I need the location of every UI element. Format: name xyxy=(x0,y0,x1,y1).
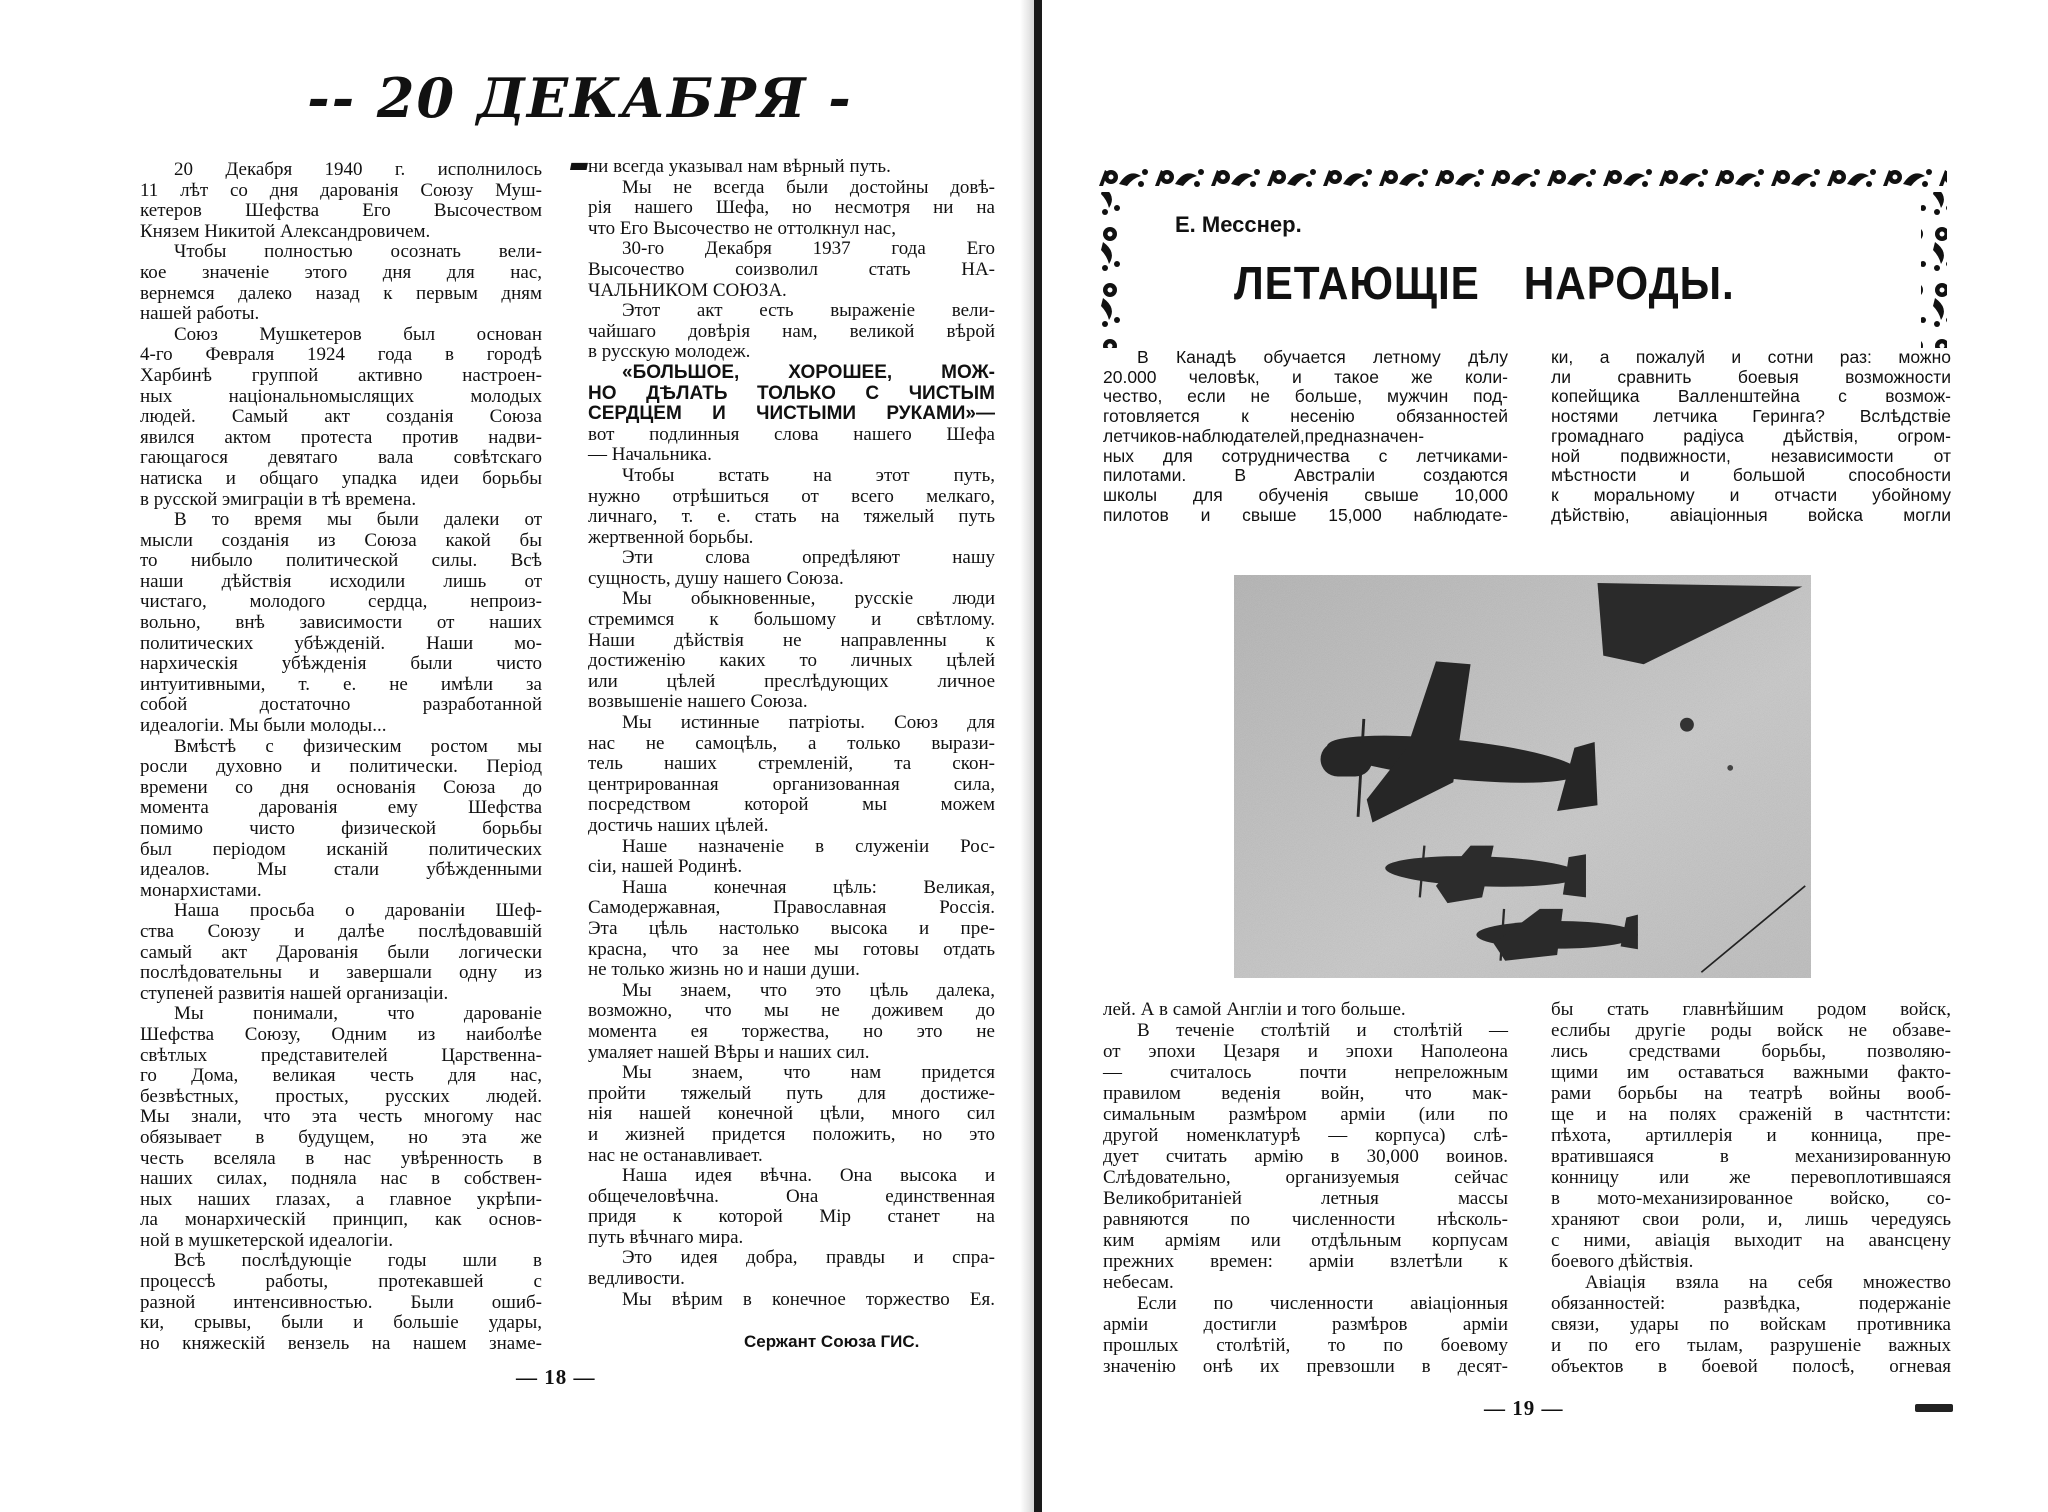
paragraph xyxy=(588,981,995,1063)
text-line: нія нашей конечной цѣли, много сил xyxy=(588,1103,995,1125)
text-line: пѣхота, артиллерія и конница, пре- xyxy=(1551,1125,1951,1146)
text-line: натиска и общаго упадка идеи борьбы xyxy=(140,467,542,489)
text-line: Великобританіей летныя массы xyxy=(1103,1188,1508,1209)
text-line: чайшаго довѣрія нам, великой вѣрой xyxy=(588,320,995,342)
text-line: Чтобы встать на этот путь, xyxy=(622,464,995,486)
paragraph xyxy=(1551,999,1951,1272)
text-line: ЧАЛЬНИКОМ СОЮЗА. xyxy=(588,279,787,301)
text-line: жертвенной борьбы. xyxy=(588,526,754,548)
text-line: значенію онѣ их превзошли в десят- xyxy=(1103,1356,1508,1377)
paragraph xyxy=(588,239,995,301)
page-number-left: — 18 — xyxy=(516,1365,596,1389)
text-line: Мы знаем, что нам придется xyxy=(622,1062,995,1084)
text-line: арміи достигли размѣров арміи xyxy=(1103,1314,1508,1335)
text-line: небесам. xyxy=(1103,1272,1174,1293)
text-line: обязанностей: развѣдка, подержаніе xyxy=(1551,1293,1951,1314)
text-line: 30-го Декабря 1937 года Его xyxy=(622,238,995,260)
text-line: наши дѣйствія исходили лишь от xyxy=(140,570,542,592)
paragraph xyxy=(588,363,995,466)
paragraph xyxy=(140,325,542,510)
text-line: момента ея торжества, но это не xyxy=(588,1020,995,1042)
text-line: посредством которой мы можем xyxy=(588,794,995,816)
text-line: ной подвижности, независимости от xyxy=(1551,445,1951,466)
paragraph xyxy=(588,1166,995,1248)
left-page-title: -- 20 ДЕКАБРЯ -- xyxy=(307,66,853,194)
text-line: Мы знаем, что это цѣль далека, xyxy=(622,979,995,1001)
text-line: общечеловѣчна. Она единственная xyxy=(588,1185,995,1207)
text-line: но княжескій вензель на нашем знаме- xyxy=(140,1332,542,1354)
text-line: НО ДѢЛАТЬ ТОЛЬКО С ЧИСТЫМ xyxy=(588,382,995,404)
paragraph xyxy=(140,510,542,737)
text-line: Мы не всегда были достойны довѣ- xyxy=(622,176,995,198)
text-line: конницу или же перевоплотившаяся xyxy=(1551,1167,1951,1188)
text-line: ведливости. xyxy=(588,1268,685,1290)
text-line: Вмѣстѣ с физическим ростом мы xyxy=(174,735,542,757)
text-line: Наша идея вѣчна. Она высока и xyxy=(622,1165,995,1187)
text-line: помимо чисто физической борьбы xyxy=(140,818,542,839)
text-line: ки, а пожалуй и сотни раз: можно xyxy=(1551,347,1951,367)
text-line: был періодом исканій политических xyxy=(140,838,542,860)
right-article-title: ЛЕТАЮЩІЕ НАРОДЫ. xyxy=(1234,257,1735,309)
text-line: разной интенсивностью. Были ошиб- xyxy=(140,1291,542,1313)
text-line: мысли созданія из Союза какой бы xyxy=(140,529,542,551)
text-line: и жизней придется положить, но это xyxy=(588,1123,995,1145)
text-line: вот подлинныя слова нашего Шефа xyxy=(588,423,995,445)
text-line: личнаго, т. е. стать на тяжелый путь xyxy=(588,506,995,528)
text-line: достичь наших цѣлей. xyxy=(588,815,769,836)
text-line: обязывает в будущем, но эта же xyxy=(140,1126,542,1148)
text-line: процессѣ работы, протекавшей с xyxy=(140,1271,542,1293)
text-line: не только жизнь но и наши души. xyxy=(588,959,860,981)
text-line: вольно, внѣ зависимости от наших xyxy=(140,612,542,634)
text-line: ще и на полях сраженій в частнтсти: xyxy=(1551,1104,1951,1125)
text-line: путь вѣчнаго мира. xyxy=(588,1226,744,1248)
text-line: Самодержавная, Православная Россія. xyxy=(588,897,995,919)
text-line: нас не останавливает. xyxy=(588,1144,763,1166)
text-line: Мы истинные патріоты. Союз для xyxy=(622,712,995,734)
text-line: с ними, авіація выходит на авансцену xyxy=(1551,1230,1951,1251)
text-line: сущность, душу нашего Союза. xyxy=(588,567,844,589)
text-line: людей. Самый акт созданія Союза xyxy=(140,406,542,428)
text-line: ной в мушкетерской идеалогіи. xyxy=(140,1229,394,1251)
paragraph xyxy=(588,157,995,178)
text-line: рами борьбы на театрѣ войны вооб- xyxy=(1551,1083,1951,1104)
text-line: дѣйствію, авіаціонныя войска могли xyxy=(1551,504,1951,525)
text-line: ла монархическій принцип, как основ- xyxy=(140,1209,542,1231)
text-line: стремимся к большому и свѣтлому. xyxy=(588,609,995,631)
text-line: времени со дня основанія Союза до xyxy=(140,776,542,798)
text-line: мѣстности и большой способности xyxy=(1551,465,1951,486)
paragraph xyxy=(588,178,995,240)
text-line: Эти слова опредѣляют нашу xyxy=(622,547,995,569)
paragraph xyxy=(140,737,542,902)
text-line: собой достаточно разработанной xyxy=(140,694,542,716)
text-line: вратившаяся в механизированную xyxy=(1551,1146,1951,1167)
text-line: сіи, нашей Родинѣ. xyxy=(588,856,743,878)
text-line: идеалогіи. Мы были молоды... xyxy=(140,715,387,737)
paragraph xyxy=(140,1251,542,1354)
text-line: центрированная организованная сила, xyxy=(588,773,995,795)
text-line: умаляет нашей Вѣры и наших сил. xyxy=(588,1041,870,1063)
text-line: правилом веденія войн, что мак- xyxy=(1103,1083,1508,1104)
text-line: и по его тылам, разрушеніе важных xyxy=(1551,1335,1951,1356)
text-line: Наши дѣйствія не направленны к xyxy=(588,629,995,651)
text-line: Мы вѣрим в конечное торжество Ея. xyxy=(622,1288,995,1310)
text-line: Авіація взяла на себя множество xyxy=(1585,1272,1951,1293)
right-article-top-column-1 xyxy=(1103,348,1508,525)
text-line: ки, срывы, были и большіе удары, xyxy=(140,1312,542,1334)
paragraph xyxy=(1551,1272,1951,1377)
text-line: В теченіе столѣтій и столѣтій — xyxy=(1137,1020,1508,1041)
text-line: Наша конечная цѣль: Великая, xyxy=(622,876,995,898)
paragraph xyxy=(588,878,995,981)
text-line: боевого дѣйствія. xyxy=(1551,1251,1694,1272)
text-line: Шефства Союзу, Одним из наиболѣе xyxy=(140,1023,542,1045)
text-line: кетеров Шефства Его Высочеством xyxy=(140,200,542,222)
text-line: вернемся далеко назад к первым дням xyxy=(140,282,542,304)
text-line: Наша просьба о дарованіи Шеф- xyxy=(174,900,542,922)
text-line: ства Союзу и далѣе послѣдовавшій xyxy=(140,920,542,942)
text-line: симальным размѣром арміи (или по xyxy=(1103,1104,1508,1125)
left-article-column-2 xyxy=(588,157,995,1310)
paragraph xyxy=(588,837,995,878)
page-gutter-shadow xyxy=(1020,0,1034,1512)
text-line: Высочество соизволил стать НА- xyxy=(588,258,995,280)
text-line: возможно, что мы не доживем до xyxy=(588,1000,995,1022)
text-line: щими им оставаться важными факто- xyxy=(1551,1062,1951,1083)
text-line: тель наших стремленій, та скон- xyxy=(588,753,995,775)
text-line: другой номенклатурѣ — корпуса) слѣ- xyxy=(1103,1125,1508,1146)
ink-smudge-mark xyxy=(1915,1404,1953,1412)
text-line: объектов в боевой полосѣ, огневая xyxy=(1551,1356,1951,1377)
text-line: Мы обыкновенные, русскіе люди xyxy=(622,588,995,610)
text-line: Эта цѣль настолько высока и пре- xyxy=(588,917,995,939)
text-line: Мы знали, что эта честь многому нас xyxy=(140,1106,542,1128)
text-line: ступеней развитія нашей организаціи. xyxy=(140,982,449,1004)
text-line: Мы понимали, что дарованіе xyxy=(174,1003,542,1025)
text-line: честь вселяла в нас увѣренность в xyxy=(140,1147,542,1169)
paragraph xyxy=(140,901,542,1004)
text-line: Князем Никитой Александровичем. xyxy=(140,220,431,242)
text-line: возвышеніе нашего Союза. xyxy=(588,691,808,713)
text-line: громаднаго радіуса дѣйствія, огром- xyxy=(1551,425,1951,446)
paragraph xyxy=(140,242,542,324)
text-line: безвѣстных, простых, русских людей. xyxy=(140,1085,542,1107)
text-line: придя к которой Мір станет на xyxy=(588,1206,995,1228)
text-line: Всѣ послѣдующіе годы шли в xyxy=(174,1250,542,1272)
article-author: Е. Месснер. xyxy=(1175,212,1302,237)
text-line: нархическія убѣжденія были чисто xyxy=(140,653,542,675)
text-line: В то время мы были далеки от xyxy=(174,509,542,531)
text-line: 4-го Февраля 1924 года в городѣ xyxy=(140,344,542,366)
text-line: ли сравнить боевыя возможности xyxy=(1551,366,1951,387)
text-line: красна, что за нее мы готовы отдать xyxy=(588,938,995,960)
paragraph xyxy=(588,589,995,713)
text-line: интуитивными, т. е. не имѣли за xyxy=(140,673,542,695)
text-line: чество, если не больше, мужчин под- xyxy=(1103,386,1508,407)
text-line: 11 лѣт со дня дарованія Союзу Муш- xyxy=(140,179,542,201)
text-line: 20.000 человѣк, и такое же коли- xyxy=(1103,366,1508,387)
right-article-top-column-2 xyxy=(1551,348,1951,525)
text-line: нашей работы. xyxy=(140,303,260,325)
paragraph xyxy=(140,1004,542,1251)
text-line: храняют свои роли, и, лишь чередуясь xyxy=(1551,1209,1951,1230)
text-line: в мото-механизированное войско, со- xyxy=(1551,1188,1951,1209)
text-line: ностями летчика Геринга? Вслѣдствіе xyxy=(1551,406,1951,427)
text-line: лей. А в самой Англіи и того больше. xyxy=(1103,999,1406,1020)
paragraph xyxy=(1103,1020,1508,1293)
text-line: в русскую молодеж. xyxy=(588,341,751,363)
text-line: явился актом протеста против надви- xyxy=(140,426,542,448)
text-line: Это идея добра, правды и спра- xyxy=(622,1247,995,1269)
text-line: готовляется к несенію обязанностей xyxy=(1103,406,1508,427)
right-article-bottom-column-2 xyxy=(1551,999,1951,1377)
article-signature: Сержант Союза ГИС. xyxy=(744,1332,920,1351)
text-line: 20 Декабря 1940 г. исполнилось xyxy=(174,159,542,180)
paragraph xyxy=(1103,348,1508,525)
text-line: нас не самоцѣль, а только вырази- xyxy=(588,732,995,754)
text-line: ных національномыслящих молодых xyxy=(140,385,542,407)
text-line: к моральному и отчасти убойному xyxy=(1551,484,1951,505)
paragraph xyxy=(1551,348,1951,525)
text-line: послѣдовательны и завершали одну из xyxy=(140,962,542,984)
book-spine xyxy=(1034,0,1042,1512)
text-line: В Канадѣ обучается летному дѣлу xyxy=(1137,347,1508,367)
text-line: Харбинѣ группой активно настроен- xyxy=(140,364,542,386)
text-line: гающагося девятаго вала совѣтскаго xyxy=(140,447,542,469)
left-article-column-1 xyxy=(140,160,542,1354)
text-line: лись средствами борьбы, позволяю- xyxy=(1551,1041,1951,1062)
paragraph xyxy=(588,301,995,363)
text-line: пилотов и свыше 15,000 наблюдате- xyxy=(1103,504,1508,525)
text-line: — Начальника. xyxy=(588,444,712,466)
text-line: политических убѣжденій. Наши мо- xyxy=(140,632,542,654)
text-line: прежних времен: арміи взлетѣли к xyxy=(1103,1251,1508,1272)
text-line: Этот акт есть выраженіе вели- xyxy=(622,300,995,322)
text-line: связи, удары по войскам противника xyxy=(1551,1314,1951,1335)
text-line: самый акт Дарованія были логически xyxy=(140,941,542,963)
text-line: пройти тяжелый путь для достиже- xyxy=(588,1082,995,1104)
text-line: достиженію каких то личных цѣлей xyxy=(588,650,995,672)
paragraph xyxy=(588,1063,995,1166)
paragraph xyxy=(588,1248,995,1289)
text-line: го Дома, великая честь для нас, xyxy=(140,1065,542,1087)
text-line: копейщика Валленштейна с возмож- xyxy=(1551,386,1951,407)
text-line: росли духовно и политически. Період xyxy=(140,756,542,778)
text-line: ных наших глазах, а главное укрѣпи- xyxy=(140,1188,542,1210)
paragraph xyxy=(588,466,995,548)
paragraph xyxy=(588,548,995,589)
text-line: нужно отрѣшиться от всего мелкаго, xyxy=(588,485,995,507)
text-line: Если по численности авіаціонныя xyxy=(1137,1293,1508,1314)
text-line: бы стать главнѣйшим родом войск, xyxy=(1551,999,1951,1020)
text-line: то нибыло политической силы. Всѣ xyxy=(140,550,542,572)
text-line: рія нашего Шефа, но несмотря ни на xyxy=(588,197,995,219)
text-line: Союз Мушкетеров был основан xyxy=(174,323,542,345)
paragraph xyxy=(588,1290,995,1311)
paragraph xyxy=(1103,999,1508,1020)
text-line: Чтобы полностью осознать вели- xyxy=(174,241,542,263)
text-line: СЕРДЦЕМ И ЧИСТЫМИ РУКАМИ»— xyxy=(588,403,995,425)
text-line: Слѣдовательно, организуемыя сейчас xyxy=(1103,1167,1508,1188)
text-line: монархистами. xyxy=(140,879,262,901)
text-line: что Его Высочество не оттолкнул нас, xyxy=(588,217,896,239)
text-line: еслибы другіе роды войск не обзаве- xyxy=(1551,1020,1951,1041)
text-line: прошлых столѣтій, то по боевому xyxy=(1103,1335,1508,1356)
text-line: свѣтлых представителей Царственна- xyxy=(140,1044,542,1066)
text-line: «БОЛЬШОЕ, ХОРОШЕЕ, МОЖ- xyxy=(622,361,995,383)
text-line: в русской эмиграціи в тѣ времена. xyxy=(140,488,417,510)
paragraph xyxy=(588,713,995,837)
text-line: равняются по численности нѣсколь- xyxy=(1103,1209,1508,1230)
text-line: от эпохи Цезаря и эпохи Наполеона xyxy=(1103,1041,1508,1062)
text-line: ных для сотрудничества с летчиками- xyxy=(1103,445,1508,466)
text-line: Наше назначеніе в служеніи Рос- xyxy=(622,835,995,857)
paragraph xyxy=(1103,1293,1508,1377)
text-line: дует считать армію в 30,000 воинов. xyxy=(1103,1146,1508,1167)
text-line: летчиков-наблюдателей,предназначен- xyxy=(1103,425,1425,446)
text-line: школы для обученія свыше 10,000 xyxy=(1103,484,1508,505)
aircraft-formation-photo-icon xyxy=(1234,575,1811,978)
text-line: момента дарованія ему Шефства xyxy=(140,797,542,819)
text-line: ни всегда указывал нам вѣрный путь. xyxy=(588,156,891,177)
text-line: или цѣлей преслѣдующих личное xyxy=(588,670,995,692)
page-number-right: — 19 — xyxy=(1484,1396,1564,1420)
right-article-bottom-column-1 xyxy=(1103,999,1508,1377)
text-line: идеалов. Мы стали убѣжденными xyxy=(140,859,542,881)
text-line: чистаго, молодого сердца, непроиз- xyxy=(140,591,542,613)
paragraph xyxy=(140,160,542,242)
text-line: пилотами. В Австраліи создаются xyxy=(1103,465,1508,486)
text-line: ким арміям или отдѣльным корпусам xyxy=(1103,1230,1508,1251)
text-line: кое значеніе этого дня для нас, xyxy=(140,261,542,283)
text-line: — считалось почти непреложным xyxy=(1103,1062,1508,1083)
text-line: наших силах, подняла нас в собствен- xyxy=(140,1168,542,1190)
